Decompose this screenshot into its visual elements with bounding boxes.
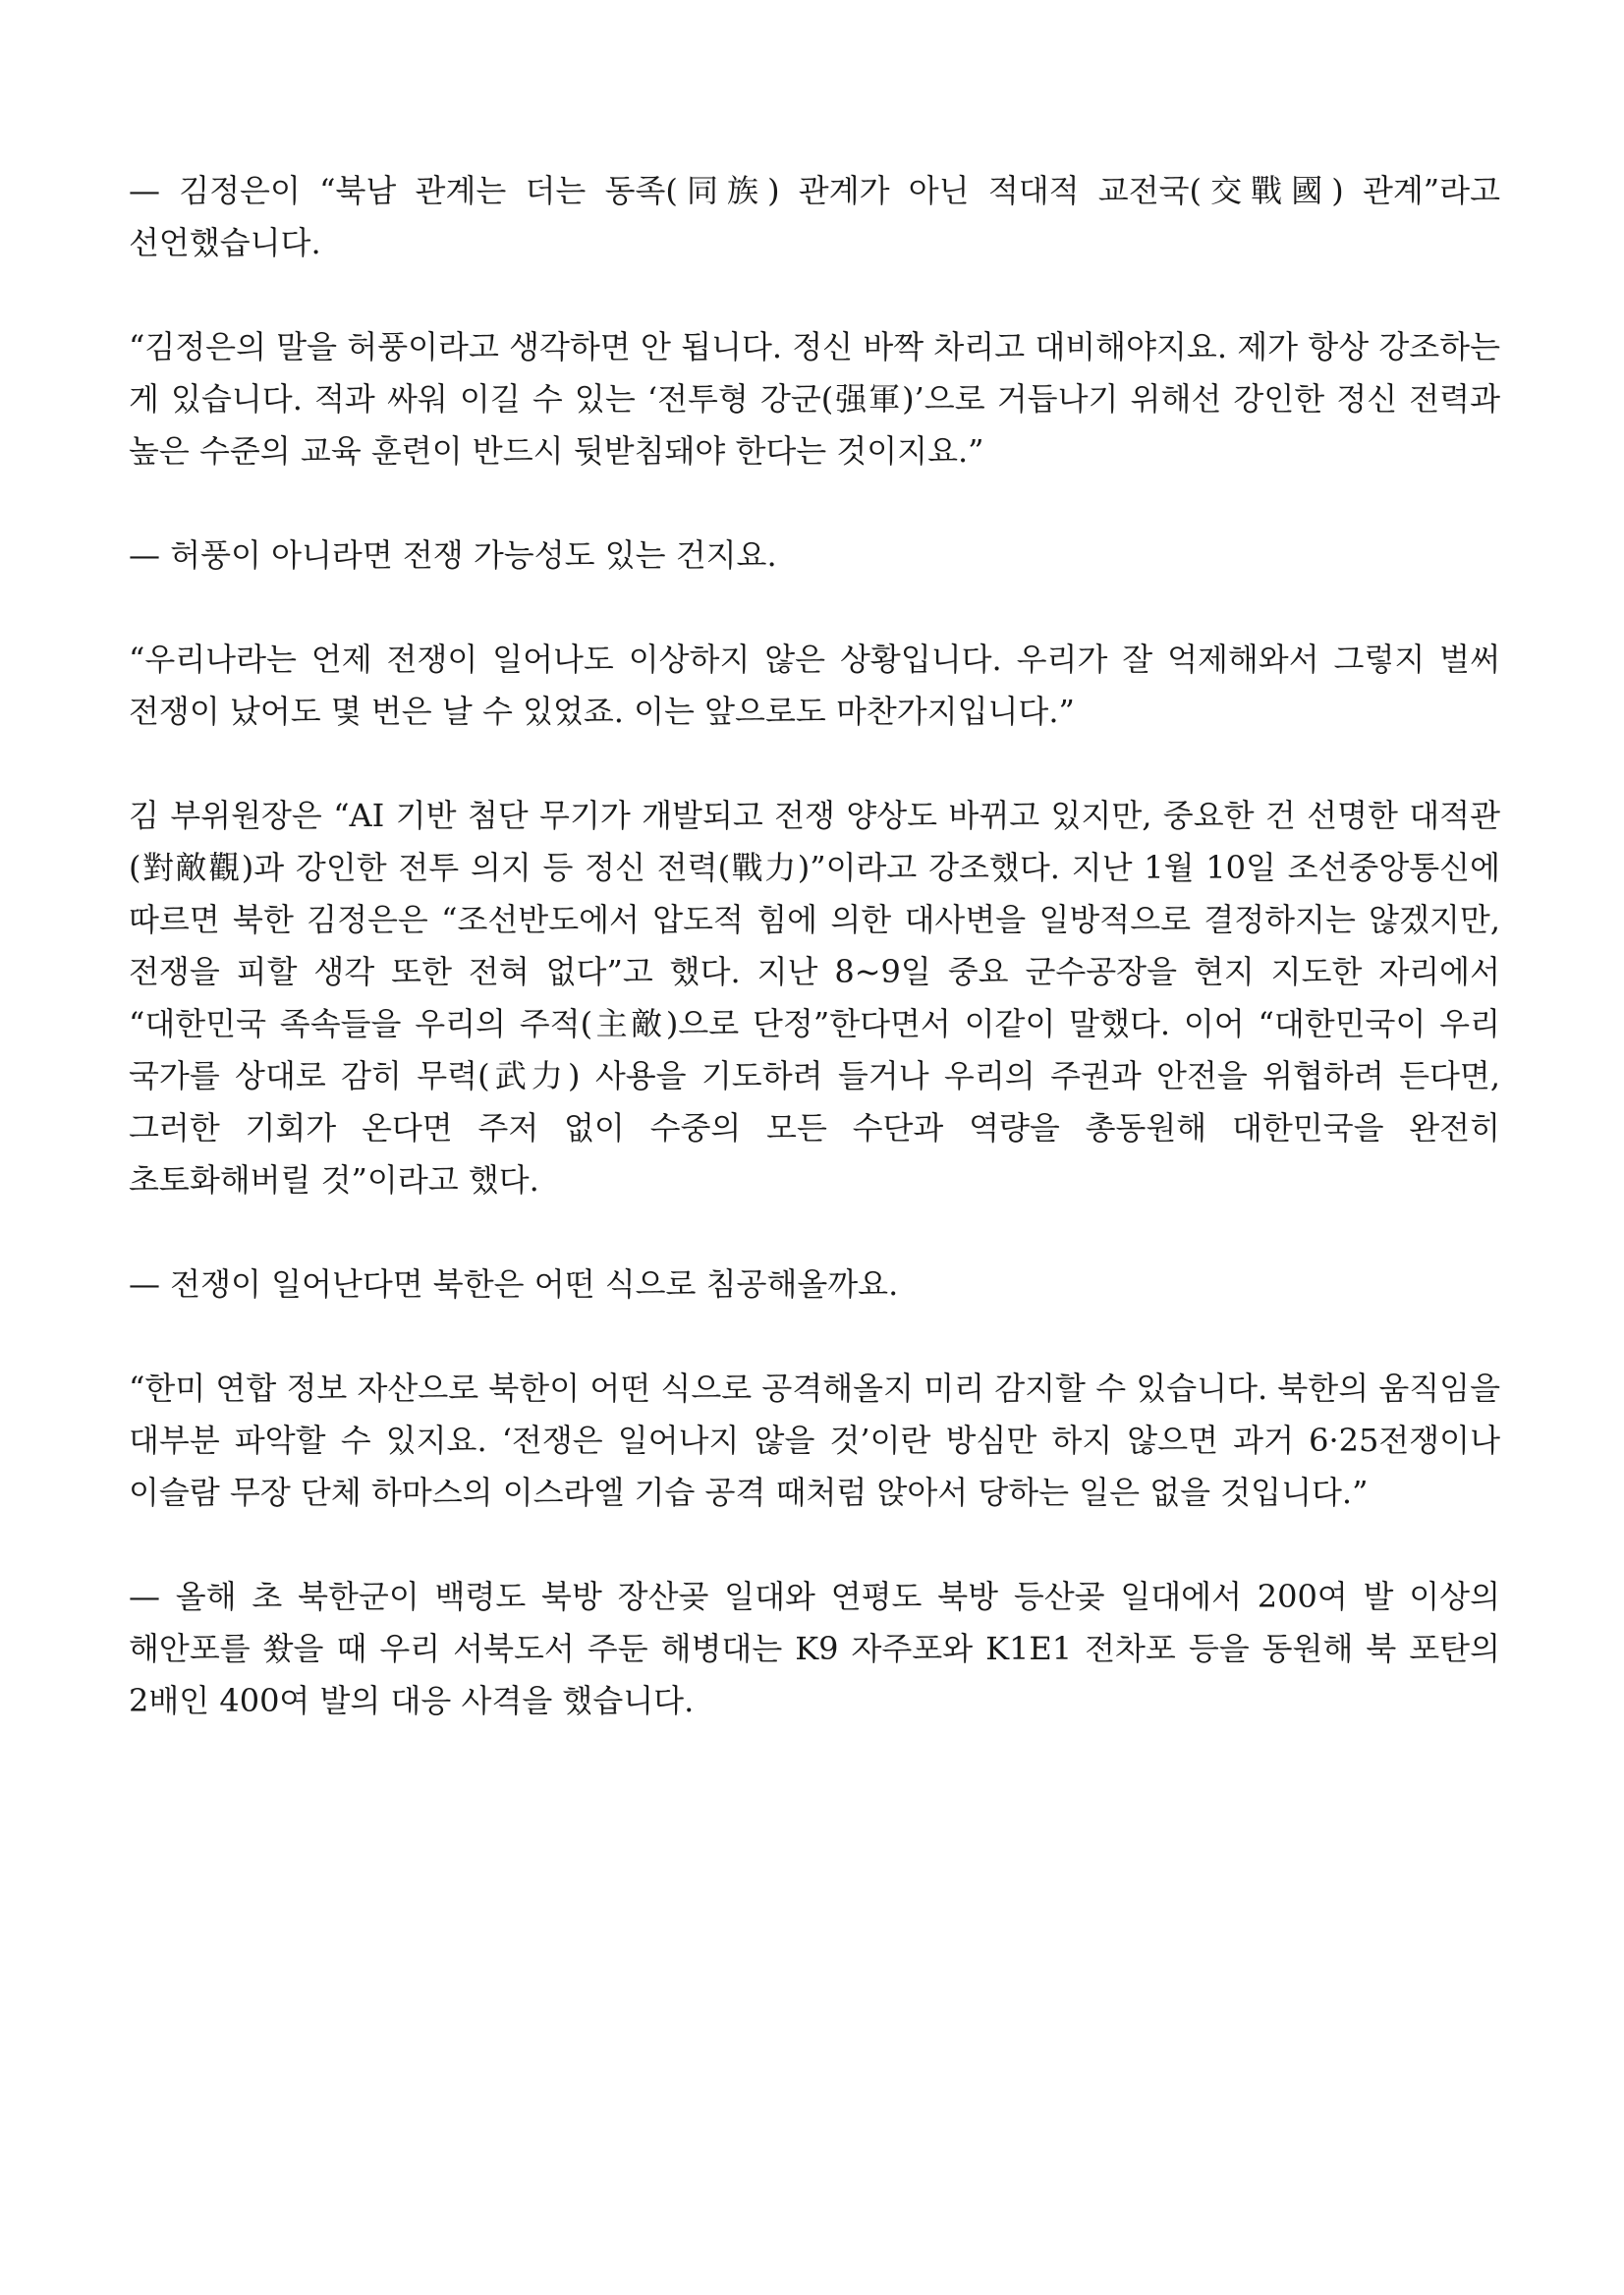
interview-question-1: — 김정은이 “북남 관계는 더는 동족(同族) 관계가 아닌 적대적 교전국(交戰國) 관계”라고 선언했습니다. — [129, 172, 1500, 261]
document-page — [129, 165, 1500, 1779]
interview-answer-2: “우리나라는 언제 전쟁이 일어나도 이상하지 않은 상황입니다. 우리가 잘 억제해와서 그렇지 벌써 전쟁이 났어도 몇 번은 날 수 있었죠. 이는 앞으로도 마찬가지입니다.” — [129, 641, 1500, 730]
narrative-paragraph: 김 부위원장은 “AI 기반 첨단 무기가 개발되고 전쟁 양상도 바뀌고 있지만, 중요한 건 선명한 대적관(對敵觀)과 강인한 전투 의지 등 정신 전력(戰力)”이라고 강조했다. 지난 1월 10일 조선중앙통신에 따르면 북한 김정은은 “조선반도에서 압도적 힘에 의한 대사변을 일방적으로 결정하지는 않겠지만, 전쟁을 피할 생각 또한 전혀 없다”고 했다. 지난 8~9일 중요 군수공장을 현지 지도한 자리에서 “대한민국 족속들을 우리의 주적(主敵)으로 단정”한다면서 이같이 말했다. 이어 “대한민국이 우리 국가를 상대로 감히 무력(武力) 사용을 기도하려 들거나 우리의 주권과 안전을 위협하려 든다면, 그러한 기회가 온다면 주저 없이 수중의 모든 수단과 역량을 총동원해 대한민국을 완전히 초토화해버릴 것”이라고 했다. — [129, 797, 1500, 1199]
interview-question-3: — 전쟁이 일어난다면 북한은 어떤 식으로 침공해올까요. — [129, 1265, 899, 1303]
interview-question-4: — 올해 초 북한군이 백령도 북방 장산곶 일대와 연평도 북방 등산곶 일대에서 200여 발 이상의 해안포를 쐈을 때 우리 서북도서 주둔 해병대는 K9 자주포와 K1E1 전차포 등을 동원해 북 포탄의 2배인 400여 발의 대응 사격을 했습니다. — [129, 1578, 1500, 1719]
interview-answer-1: “김정은의 말을 허풍이라고 생각하면 안 됩니다. 정신 바짝 차리고 대비해야지요. 제가 항상 강조하는 게 있습니다. 적과 싸워 이길 수 있는 ‘전투형 강군(强軍)’으로 거듭나기 위해선 강인한 정신 전력과 높은 수준의 교육 훈련이 반드시 뒷받침돼야 한다는 것이지요.” — [129, 328, 1500, 470]
interview-answer-3: “한미 연합 정보 자산으로 북한이 어떤 식으로 공격해올지 미리 감지할 수 있습니다. 북한의 움직임을 대부분 파악할 수 있지요. ‘전쟁은 일어나지 않을 것’이란 방심만 하지 않으면 과거 6·25전쟁이나 이슬람 무장 단체 하마스의 이스라엘 기습 공격 때처럼 앉아서 당하는 일은 없을 것입니다.” — [129, 1370, 1500, 1511]
interview-question-2: — 허풍이 아니라면 전쟁 가능성도 있는 건지요. — [129, 536, 777, 574]
